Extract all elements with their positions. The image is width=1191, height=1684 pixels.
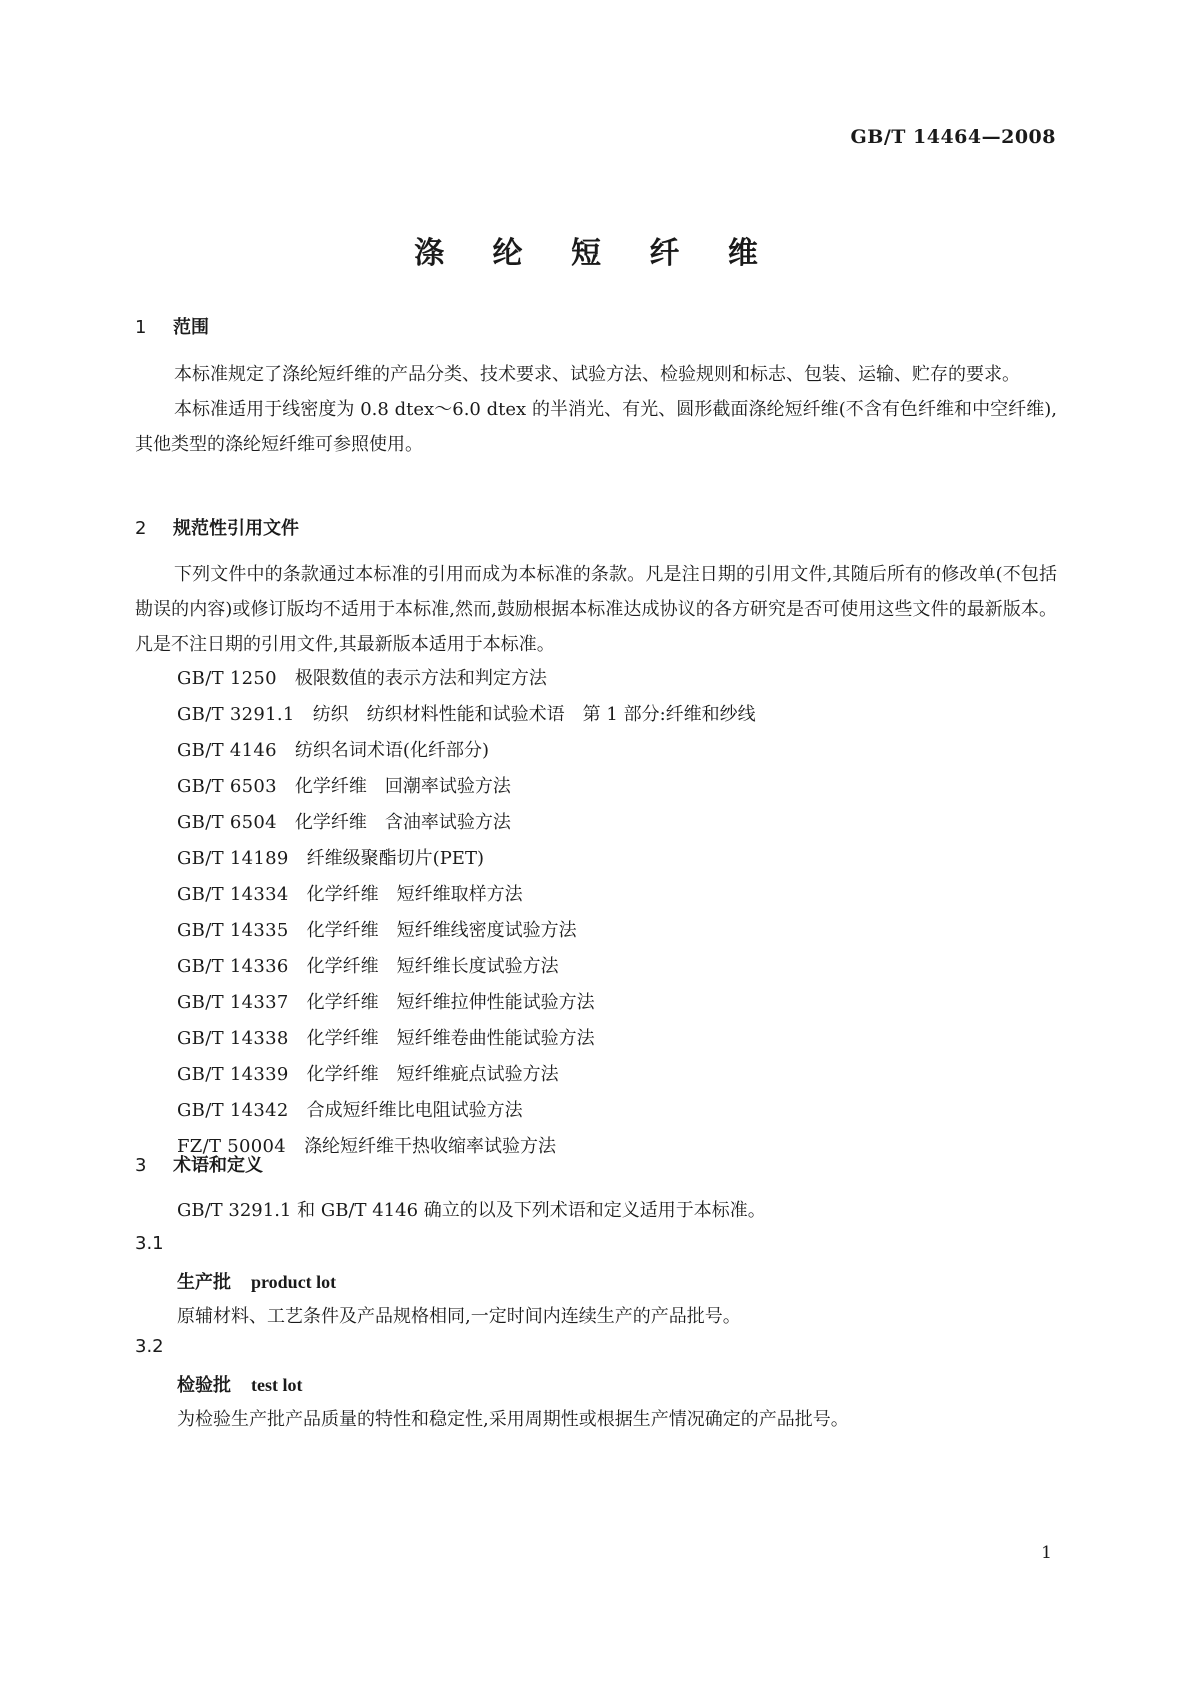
- reference-item: [177, 733, 756, 769]
- reference-item: [177, 805, 756, 841]
- reference-code: GB/T 14337: [177, 992, 289, 1013]
- reference-code: GB/T 14334: [177, 884, 289, 905]
- reference-item: [177, 877, 756, 913]
- reference-title: 化学纤维 短纤维取样方法: [306, 884, 523, 905]
- clause-number: 3.1: [135, 1233, 164, 1254]
- reference-code: GB/T 14336: [177, 956, 289, 977]
- clause-number: 3.2: [135, 1336, 164, 1357]
- reference-code: GB/T 14339: [177, 1064, 289, 1085]
- section-1-heading: [135, 313, 209, 339]
- term-en: product lot: [251, 1272, 337, 1292]
- page-number: 1: [1041, 1543, 1052, 1563]
- reference-code: FZ/T 50004: [177, 1136, 287, 1157]
- reference-item: [177, 769, 756, 805]
- term-entry: [177, 1371, 302, 1397]
- section-number: 2: [135, 518, 147, 539]
- reference-item: [177, 697, 756, 733]
- scope-paragraph: 本标准规定了涤纶短纤维的产品分类、技术要求、试验方法、检验规则和标志、包装、运输、贮存的要求。: [174, 364, 1020, 385]
- section-title: 规范性引用文件: [173, 518, 299, 539]
- section-number: 3: [135, 1155, 147, 1176]
- reference-code: GB/T 1250: [177, 668, 277, 689]
- reference-title: 化学纤维 短纤维拉伸性能试验方法: [306, 992, 595, 1013]
- reference-code: GB/T 14189: [177, 848, 289, 869]
- reference-title: 涤纶短纤维干热收缩率试验方法: [304, 1136, 557, 1157]
- document-title: 涤 纶 短 纤 维: [414, 236, 777, 271]
- intro-paragraph: 下列文件中的条款通过本标准的引用而成为本标准的条款。凡是注日期的引用文件,其随后所有的修改单(不包括勘误的内容)或修订版均不适用于本标准,然而,鼓励根据本标准达成协议的各方研究是否可使用这些文件的最新版本。凡是不注日期的引用文件,其最新版本适用于本标准。: [135, 564, 1057, 655]
- reference-item: [177, 661, 756, 697]
- reference-item: [177, 985, 756, 1021]
- section-title: 术语和定义: [173, 1155, 263, 1176]
- reference-code: GB/T 3291.1: [177, 704, 295, 725]
- terms-intro: GB/T 3291.1 和 GB/T 4146 确立的以及下列术语和定义适用于本标准。: [177, 1200, 766, 1221]
- reference-item: [177, 1057, 756, 1093]
- reference-item: [177, 1093, 756, 1129]
- reference-code: GB/T 6503: [177, 776, 277, 797]
- term-en: test lot: [251, 1375, 303, 1395]
- scope-body: [135, 357, 1057, 462]
- term-zh: 生产批: [177, 1272, 231, 1293]
- reference-item: [177, 949, 756, 985]
- reference-code: GB/T 14342: [177, 1100, 289, 1121]
- term-definition: 原辅材料、工艺条件及产品规格相同,一定时间内连续生产的产品批号。: [177, 1306, 741, 1327]
- scope-paragraph: 本标准适用于线密度为 0.8 dtex～6.0 dtex 的半消光、有光、圆形截面涤纶短纤维(不含有色纤维和中空纤维),其他类型的涤纶短纤维可参照使用。: [135, 399, 1057, 455]
- reference-item: [177, 913, 756, 949]
- reference-title: 化学纤维 短纤维长度试验方法: [306, 956, 559, 977]
- reference-code: GB/T 4146: [177, 740, 277, 761]
- section-3-heading: [135, 1151, 263, 1177]
- reference-title: 纺织 纺织材料性能和试验术语 第 1 部分:纤维和纱线: [312, 704, 756, 725]
- normative-refs-intro: [135, 557, 1057, 662]
- reference-title: 极限数值的表示方法和判定方法: [294, 668, 547, 689]
- reference-code: GB/T 14335: [177, 920, 289, 941]
- reference-title: 化学纤维 短纤维线密度试验方法: [306, 920, 577, 941]
- reference-title: 纤维级聚酯切片(PET): [306, 848, 484, 869]
- reference-item: [177, 1129, 756, 1165]
- reference-title: 化学纤维 回潮率试验方法: [294, 776, 511, 797]
- reference-title: 化学纤维 短纤维疵点试验方法: [306, 1064, 559, 1085]
- reference-title: 合成短纤维比电阻试验方法: [306, 1100, 523, 1121]
- reference-title: 化学纤维 短纤维卷曲性能试验方法: [306, 1028, 595, 1049]
- reference-title: 化学纤维 含油率试验方法: [294, 812, 511, 833]
- section-number: 1: [135, 317, 147, 338]
- standard-number: GB/T 14464—2008: [850, 126, 1056, 148]
- reference-code: GB/T 6504: [177, 812, 277, 833]
- reference-title: 纺织名词术语(化纤部分): [294, 740, 489, 761]
- reference-list: [177, 661, 756, 1165]
- reference-item: [177, 1021, 756, 1057]
- section-2-heading: [135, 514, 299, 540]
- reference-code: GB/T 14338: [177, 1028, 289, 1049]
- term-definition: 为检验生产批产品质量的特性和稳定性,采用周期性或根据生产情况确定的产品批号。: [177, 1409, 849, 1430]
- term-entry: [177, 1268, 336, 1294]
- section-title: 范围: [173, 317, 209, 338]
- reference-item: [177, 841, 756, 877]
- term-zh: 检验批: [177, 1375, 231, 1396]
